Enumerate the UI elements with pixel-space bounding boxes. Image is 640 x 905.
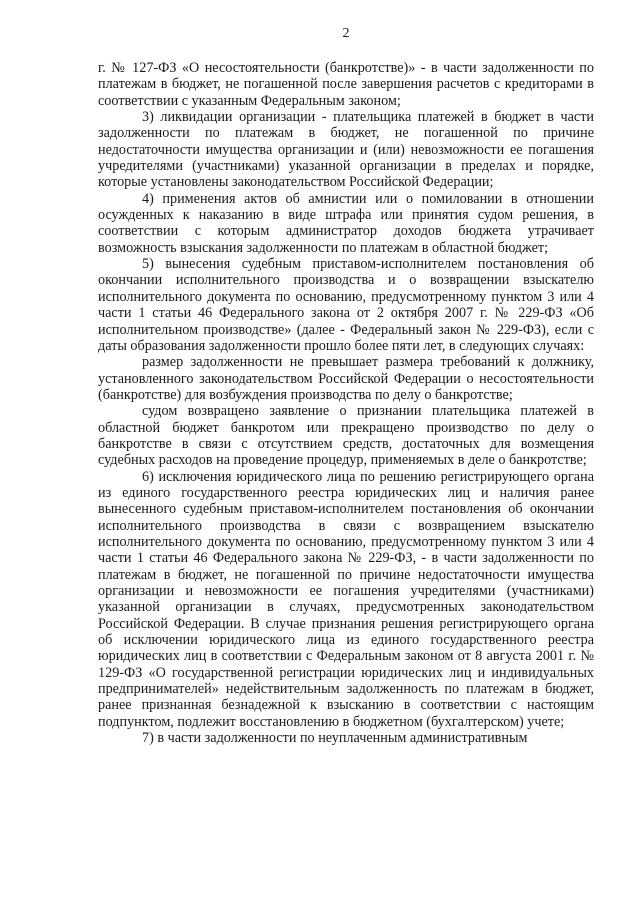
page-number: 2	[342, 26, 350, 41]
paragraph-item-4: 4) применения актов об амнистии или о помиловании в отношении осужденных к наказанию в виде штрафа или принятия судом решения, в соответствии с которым администратор доходов бюджета утрачивает возможность взыскания задолженности по платежам в областной бюджет;	[98, 190, 594, 256]
paragraph-item-7: 7) в части задолженности по неуплаченным административным	[142, 730, 528, 747]
paragraph-item-6: 6) исключения юридического лица по решению регистрирующего органа из единого государственного реестра юридических лиц и наличия ранее вынесенного судебным приставом-исполнителем постановления об окончании исполнительного производства в связи с возвращением взыскателю исполнительного документа по основанию, предусмотренному пунктом 3 или 4 части 1 статьи 46 Федерального закона № 229-ФЗ, - в части задолженности по платежам в бюджет, не погашенной по причине недостаточности имущества организации и невозможности ее погашения учредителями (участниками) указанной организации в случаях, предусмотренных законодательством Российской Федерации. В случае признания решения регистрирующего органа об исключении юридического лица из единого государственного реестра юридических лиц в соответствии с Федеральным законом от 8 августа 2001 г. № 129-ФЗ «О государственной регистрации юридических лиц и индивидуальных предпринимателей» недействительным задолженность по платежам в бюджет, ранее признанная безнадежной к взысканию в соответствии с настоящим подпунктом, подлежит восстановлению в бюджетном (бухгалтерском) учете;	[98, 468, 594, 730]
paragraph-item-3: 3) ликвидации организации - плательщика платежей в бюджет в части задолженности по платежам в бюджет, не погашенной по причине недостаточности имущества организации и (или) невозможности ее погашения учредителями (участниками) указанной организации в пределах и порядке, которые установлены законодательством Российской Федерации;	[98, 109, 594, 191]
paragraph-item-5-case-b: судом возвращено заявление о признании плательщика платежей в областной бюджет банкротом или прекращено производство по делу о банкротстве в связи с отсутствием средств, достаточных для возмещения судебных расходов на проведение процедур, применяемых в деле о банкротстве;	[98, 403, 594, 469]
paragraph-item-5: 5) вынесения судебным приставом-исполнителем постановления об окончании исполнительного производства и о возвращении взыскателю исполнительного документа по основанию, предусмотренному пунктом 3 или 4 части 1 статьи 46 Федерального закона от 2 октября 2007 г. № 229-ФЗ «Об исполнительном производстве» (далее - Федеральный закон № 229-ФЗ), если с даты образования задолженности прошло более пяти лет, в следующих случаях:	[98, 256, 594, 354]
paragraph-item-5-case-a: размер задолженности не превышает размера требований к должнику, установленного законодательством Российской Федерации о несостоятельности (банкротстве) для возбуждения производства по делу о банкротстве;	[98, 354, 594, 403]
paragraph-continuation: г. № 127-ФЗ «О несостоятельности (банкротстве)» - в части задолженности по платежам в бюджет, не погашенной после завершения расчетов с кредиторами в соответствии с указанным Федеральным законом;	[98, 60, 594, 109]
